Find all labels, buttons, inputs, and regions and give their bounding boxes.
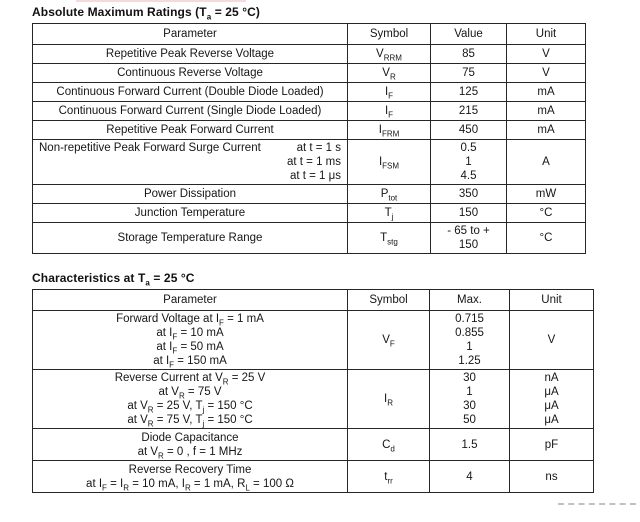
parameter-cell: Continuous Reverse Voltage xyxy=(33,64,348,83)
table-row xyxy=(33,185,586,204)
parameter-cell: Continuous Forward Current (Single Diode Loaded) xyxy=(33,102,348,121)
value-cell: 1.5 xyxy=(430,429,510,461)
parameter-cell: Reverse Current at $V_R = 25$ V at $V_R = 75$ V at $V_R = 25$ V, $T_j = 150$ °C at $V_R = 75$ V, $T_j = 150$ °C xyxy=(33,370,348,429)
unit-cell: A xyxy=(507,140,586,185)
absolute-maximum-ratings-section xyxy=(32,5,586,254)
column-header: Max. xyxy=(430,290,510,311)
parameter-cell: Repetitive Peak Forward Current xyxy=(33,121,348,140)
symbol-cell: $I_{FRM}$ xyxy=(348,121,431,140)
symbol-cell: $T_j$ xyxy=(348,204,431,223)
watermark-remnant xyxy=(558,503,636,505)
parameter-cell: Power Dissipation xyxy=(33,185,348,204)
value-cell: 150 xyxy=(431,204,507,223)
column-header: Parameter xyxy=(33,290,348,311)
value-cell: 75 xyxy=(431,64,507,83)
unit-cell: °C xyxy=(507,204,586,223)
symbol-cell: $T_{stg}$ xyxy=(348,223,431,254)
unit-cell: mA xyxy=(507,102,586,121)
value-cell: 0.5 1 4.5 xyxy=(431,140,507,185)
header-row xyxy=(33,24,586,45)
scan-artifact xyxy=(76,0,246,2)
table-row xyxy=(33,83,586,102)
column-header: Symbol xyxy=(348,24,431,45)
value-cell: 450 xyxy=(431,121,507,140)
unit-cell: V xyxy=(507,45,586,64)
table-row xyxy=(33,311,594,370)
unit-cell: ns xyxy=(510,461,594,493)
column-header: Unit xyxy=(507,24,586,45)
symbol-cell: $V_{RRM}$ xyxy=(348,45,431,64)
table-row xyxy=(33,64,586,83)
characteristics-section xyxy=(32,271,594,493)
table-row xyxy=(33,223,586,254)
value-cell: 0.715 0.855 1 1.25 xyxy=(430,311,510,370)
unit-cell: mA xyxy=(507,83,586,102)
unit-cell: nA μA μA μA xyxy=(510,370,594,429)
unit-cell: pF xyxy=(510,429,594,461)
parameter-cell: Storage Temperature Range xyxy=(33,223,348,254)
value-cell: 125 xyxy=(431,83,507,102)
value-cell: 4 xyxy=(430,461,510,493)
value-cell: - 65 to + 150 xyxy=(431,223,507,254)
table-row xyxy=(33,45,586,64)
table-row xyxy=(33,140,586,185)
header-row xyxy=(33,290,594,311)
symbol-cell: $V_F$ xyxy=(348,311,430,370)
parameter-cell: Reverse Recovery Time at $I_F = I_R = 10$ mA, $I_R = 1$ mA, $R_L = 100$ Ω xyxy=(33,461,348,493)
table-row xyxy=(33,429,594,461)
parameter-cell: Junction Temperature xyxy=(33,204,348,223)
column-header: Parameter xyxy=(33,24,348,45)
unit-cell: °C xyxy=(507,223,586,254)
symbol-cell: $I_R$ xyxy=(348,370,430,429)
symbol-cell: $I_{FSM}$ xyxy=(348,140,431,185)
unit-cell: mA xyxy=(507,121,586,140)
characteristics-table xyxy=(32,289,594,493)
table-row xyxy=(33,370,594,429)
absolute-maximum-ratings-title: Absolute Maximum Ratings ($T_a = 25$ °C) xyxy=(32,5,260,22)
symbol-cell: $V_R$ xyxy=(348,64,431,83)
table-row xyxy=(33,102,586,121)
unit-cell: V xyxy=(510,311,594,370)
column-header: Unit xyxy=(510,290,594,311)
symbol-cell: $t_{rr}$ xyxy=(348,461,430,493)
parameter-cell: Forward Voltage at $I_F = 1$ mA at $I_F = 10$ mA at $I_F = 50$ mA at $I_F = 150$ mA xyxy=(33,311,348,370)
parameter-cell: Non-repetitive Peak Forward Surge Current at t = 1 s at t = 1 ms at t = 1 μs xyxy=(33,140,348,185)
value-cell: 215 xyxy=(431,102,507,121)
absolute-maximum-ratings-table xyxy=(32,23,586,254)
unit-cell: V xyxy=(507,64,586,83)
column-header: Value xyxy=(431,24,507,45)
symbol-cell: $P_{tot}$ xyxy=(348,185,431,204)
value-cell: 350 xyxy=(431,185,507,204)
table-row xyxy=(33,204,586,223)
symbol-cell: $I_F$ xyxy=(348,83,431,102)
parameter-cell: Continuous Forward Current (Double Diode Loaded) xyxy=(33,83,348,102)
value-cell: 85 xyxy=(431,45,507,64)
characteristics-title: Characteristics at $T_a = 25$ °C xyxy=(32,271,195,288)
parameter-cell: Diode Capacitance at $V_R = 0$ , f = 1 MHz xyxy=(33,429,348,461)
column-header: Symbol xyxy=(348,290,430,311)
symbol-cell: $I_F$ xyxy=(348,102,431,121)
table-row xyxy=(33,121,586,140)
unit-cell: mW xyxy=(507,185,586,204)
parameter-cell: Repetitive Peak Reverse Voltage xyxy=(33,45,348,64)
table-row xyxy=(33,461,594,493)
value-cell: 30 1 30 50 xyxy=(430,370,510,429)
symbol-cell: $C_d$ xyxy=(348,429,430,461)
